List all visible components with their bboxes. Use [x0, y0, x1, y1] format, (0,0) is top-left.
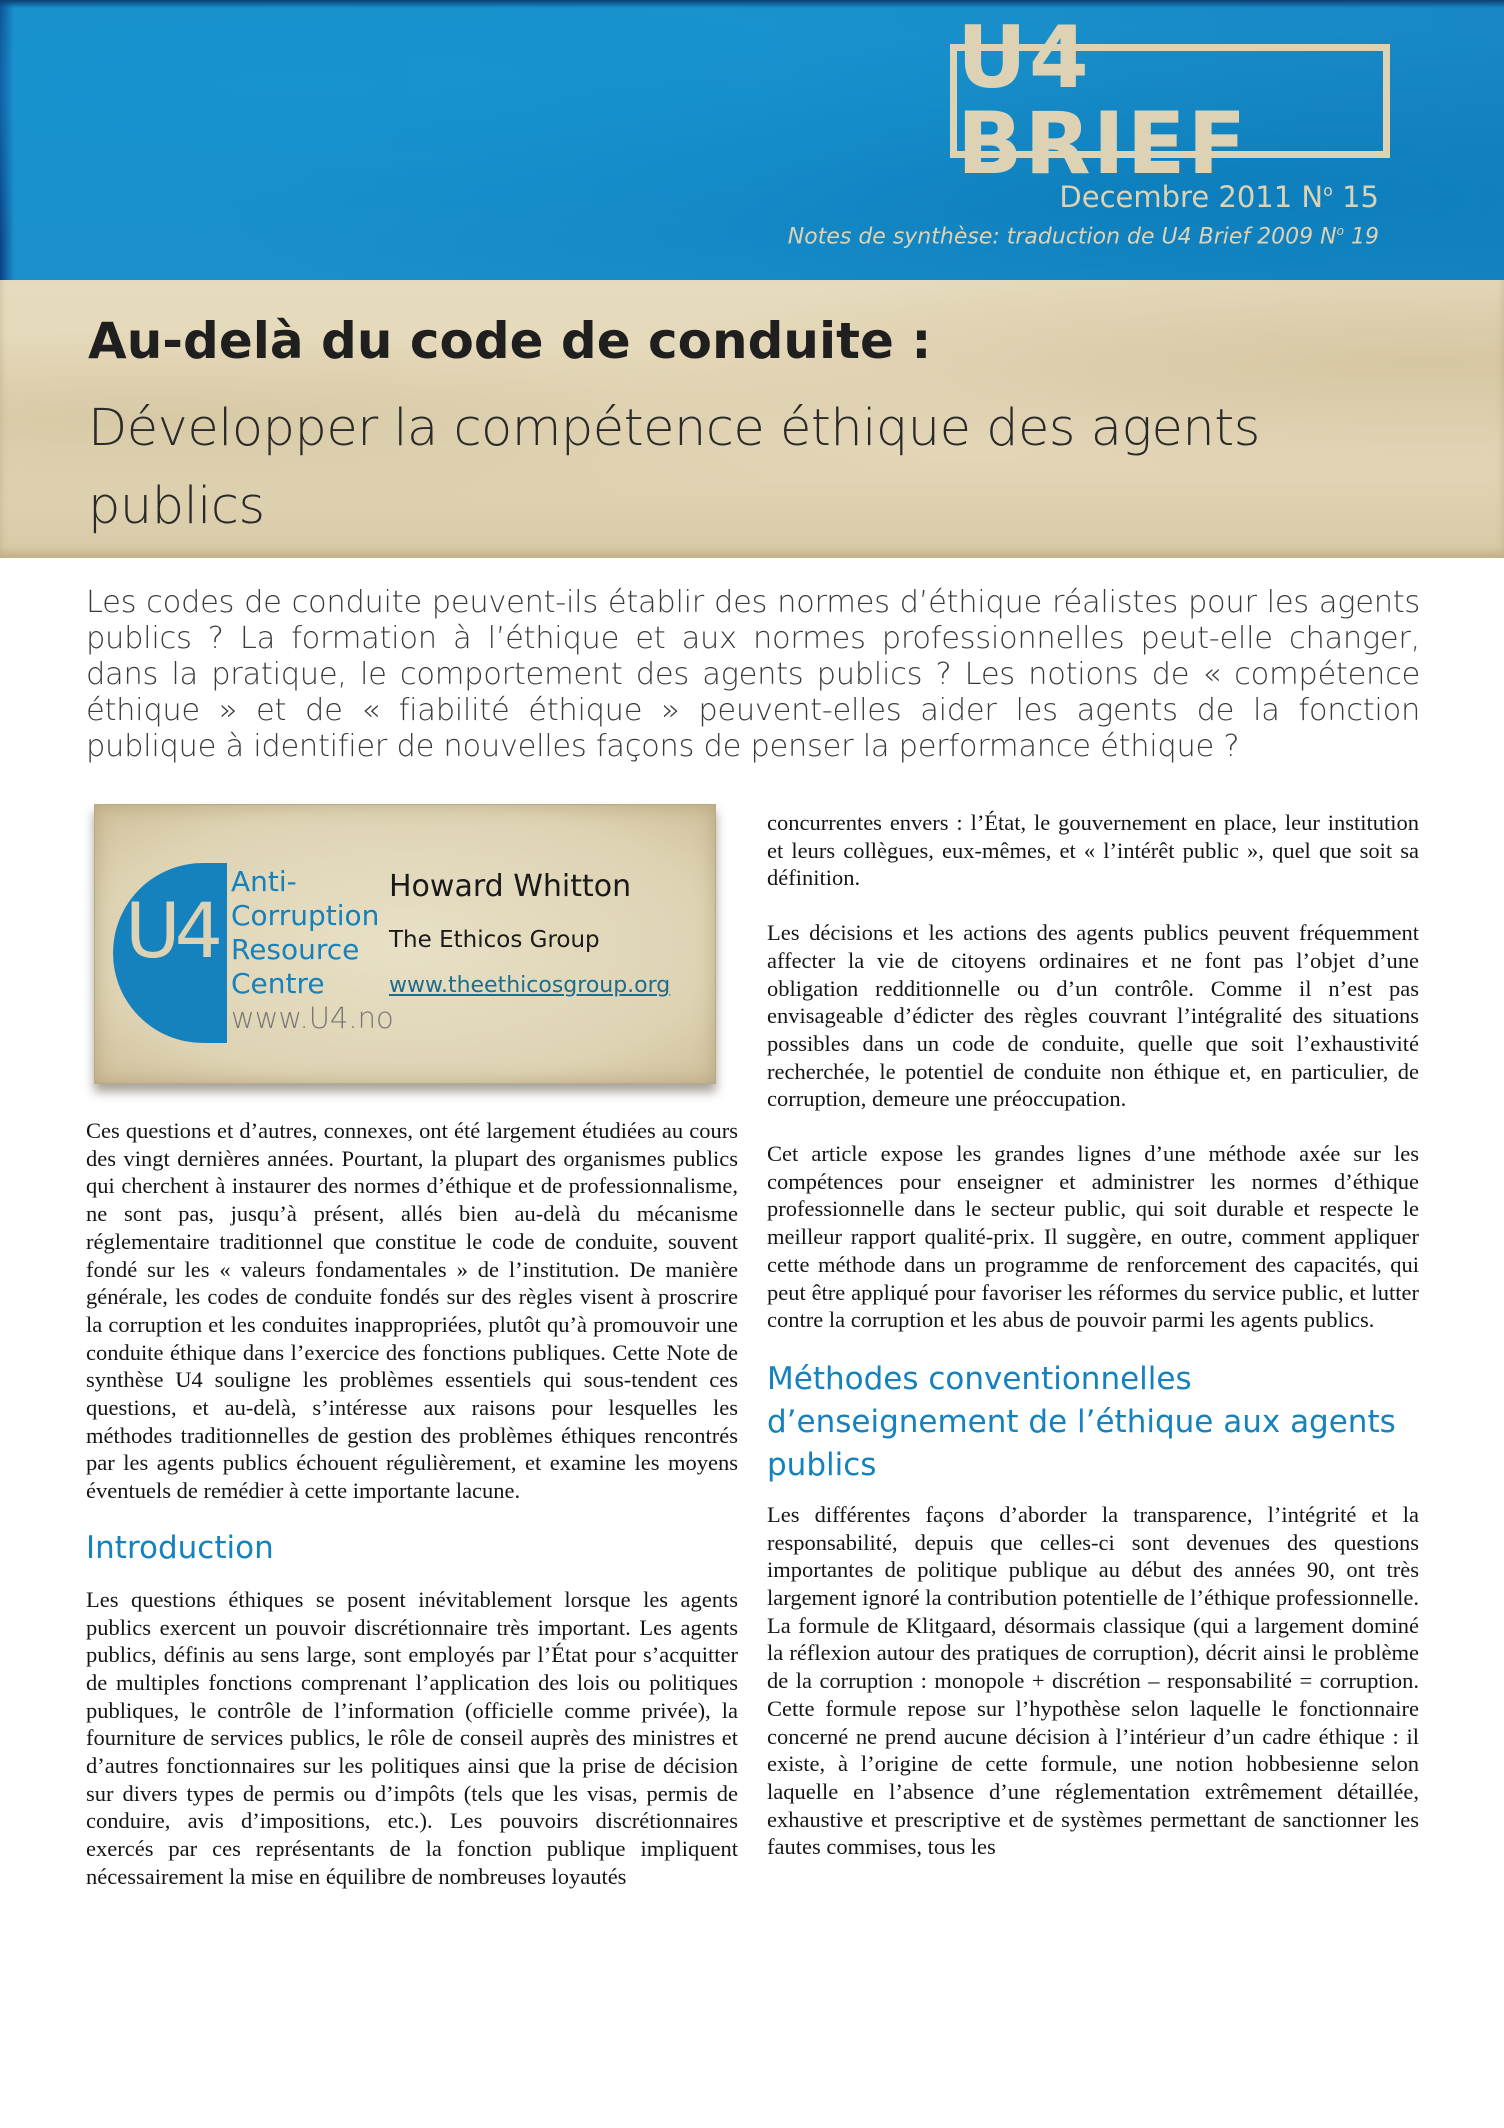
lead-paragraph: Les codes de conduite peuvent-ils établir des normes d’éthique réalistes pour les agents publics ? La formation à l’éthique et aux normes professionnelles peut-elle changer, dans la pratique, le comportement des agents publics ? Les notions de « compétence éthique » et de « fiabilité éthique » peuvent-elles aider les agents de la fonction publique à identifier de nouvelles façons de penser la performance éthique ? [86, 585, 1420, 764]
title-banner [0, 280, 1504, 558]
translation-number-sup: o [1336, 224, 1344, 238]
body-paragraph: Les décisions et les actions des agents publics peuvent fréquemment affecter la vie de citoyens ordinaires et ne font pas l’objet d’une obligation redditionnelle ou d’un contrôle. Comme il n’est pas envisageable d’édicter des règles couvrant l’intégralité des situations possibles dans un code de conduite, quelle que soit l’exhaustivité recherchée, le potentiel de conduite non éthique et, en particulier, de corruption, demeure une préoccupation. [767, 920, 1419, 1112]
issue-date [1059, 180, 1379, 214]
author-card [94, 804, 716, 1084]
translation-note [788, 224, 1379, 249]
org-name-line: Corruption [231, 899, 380, 932]
author-organization: The Ethicos Group [389, 927, 600, 953]
issue-number: 15 [1332, 180, 1379, 214]
org-name [231, 865, 379, 1001]
section-heading-methods: Méthodes conventionnelles d’enseignement de l’éthique aux agents publics [767, 1360, 1396, 1483]
page-subtitle: Développer la compétence éthique des agents publics [88, 399, 1260, 536]
author-name: Howard Whitton [389, 869, 632, 904]
right-column [767, 809, 1419, 1861]
body-paragraph: Cet article expose les grandes lignes d’une méthode axée sur les compétences pour enseigner et administrer les normes d’éthique professionnelle dans le secteur public, qui soit durable et respecte le meilleur rapport qualité-prix. Il suggère, en outre, comment appliquer cette méthode dans un programme de renforcement des capacités, qui peut être appliqué pour favoriser les réformes du service public, et lutter contre la corruption et les abus de pouvoir parmi les agents publics. [767, 1141, 1419, 1333]
brand-logo-box [950, 8, 1390, 194]
org-name-line: Anti- [231, 865, 297, 898]
intro-paragraph: Ces questions et d’autres, connexes, ont été largement étudiées au cours des vingt dernières années. Pourtant, la plupart des organismes publics qui cherchent à instaurer des normes d’éthique et de professionnalisme, ne sont pas, jusqu’à présent, allés bien au-delà du mécanisme réglementaire traditionnel que constitue le code de conduite, souvent fondé sur les « valeurs fondamentales » de l’institution. De manière générale, les codes de conduite fondés sur des règles visent à proscrire la corruption et les conduites inappropriées, plutôt qu’à promouvoir une conduite éthique dans l’exercice des fonctions publiques. Cette Note de synthèse U4 souligne les problèmes essentiels qui sous-tendent ces questions, et au-delà, s’intéresse aux raisons pour lesquelles les méthodes traditionnelles de gestion des problèmes éthiques rencontrés par les agents publics échouent régulièrement, et examine les moyens éventuels de remédier à cette importante lacune. [86, 1118, 738, 1504]
author-website-link[interactable]: www.theethicosgroup.org [389, 973, 671, 998]
page-title: Au-delà du code de conduite : [88, 312, 932, 370]
translation-number: 19 [1344, 224, 1379, 250]
issue-number-sup: o [1323, 180, 1333, 200]
org-url[interactable]: www.U4.no [231, 1001, 394, 1035]
introduction-paragraph: Les questions éthiques se posent inévitablement lorsque les agents publics exercent un pouvoir discrétionnaire très important. Les agents publics, définis au sens large, sont employés par l’État pour s’acquitter de multiples fonctions comprenant l’application des lois ou politiques publiques, le contrôle de l’information (officielle comme privée), la fourniture de services publics, le rôle de conseil auprès des ministres et d’autres fonctionnaires sur les politiques ainsi que la prise de décision sur divers types de permis ou d’impôts (tels que les visas, permis de conduire, avis d’impositions, etc.). Les pouvoirs discrétionnaires exercés par ces représentants de la fonction publique impliquent nécessairement la mise en équilibre de nombreuses loyautés [86, 1586, 738, 1889]
u4-logo-icon: U4 [125, 886, 217, 975]
body-paragraph: Les différentes façons d’aborder la transparence, l’intégrité et la responsabilité, depuis que celles-ci sont devenues des questions importantes de politique publique au début des années 90, ont très largement ignoré la contribution potentielle de l’éthique professionnelle. La formule de Klitgaard, désormais classique (qui a largement dominé la réflexion autour des pratiques de corruption), décrit ainsi le problème de la corruption : monopole + discrétion – responsabilité = corruption. Cette formule repose sur l’hypothèse selon laquelle le fonctionnaire concerné ne prend aucune décision à l’intérieur d’un cadre éthique : il existe, à l’origine de cette formule, une notion hobbesienne selon laquelle en l’absence d’une réglementation extrêmement détaillée, exhaustive et prescriptive et de systèmes permettant de sanctionner les fautes commises, tous les [767, 1501, 1419, 1860]
org-name-line: Centre [231, 967, 325, 1000]
body-paragraph: concurrentes envers : l’État, le gouvernement en place, leur institution et leurs collègues, eux-mêmes, et « l’intérêt public », quel que soit sa définition. [767, 810, 1419, 891]
org-name-line: Resource [231, 933, 360, 966]
masthead [0, 0, 1504, 282]
section-heading-introduction: Introduction [86, 1529, 274, 1566]
issue-date-text: Decembre 2011 N [1059, 180, 1324, 214]
brand-title: U4 BRIEF [957, 8, 1249, 194]
left-column [86, 1117, 738, 1891]
translation-note-text: Notes de synthèse: traduction de U4 Brief 2009 N [787, 224, 1337, 250]
